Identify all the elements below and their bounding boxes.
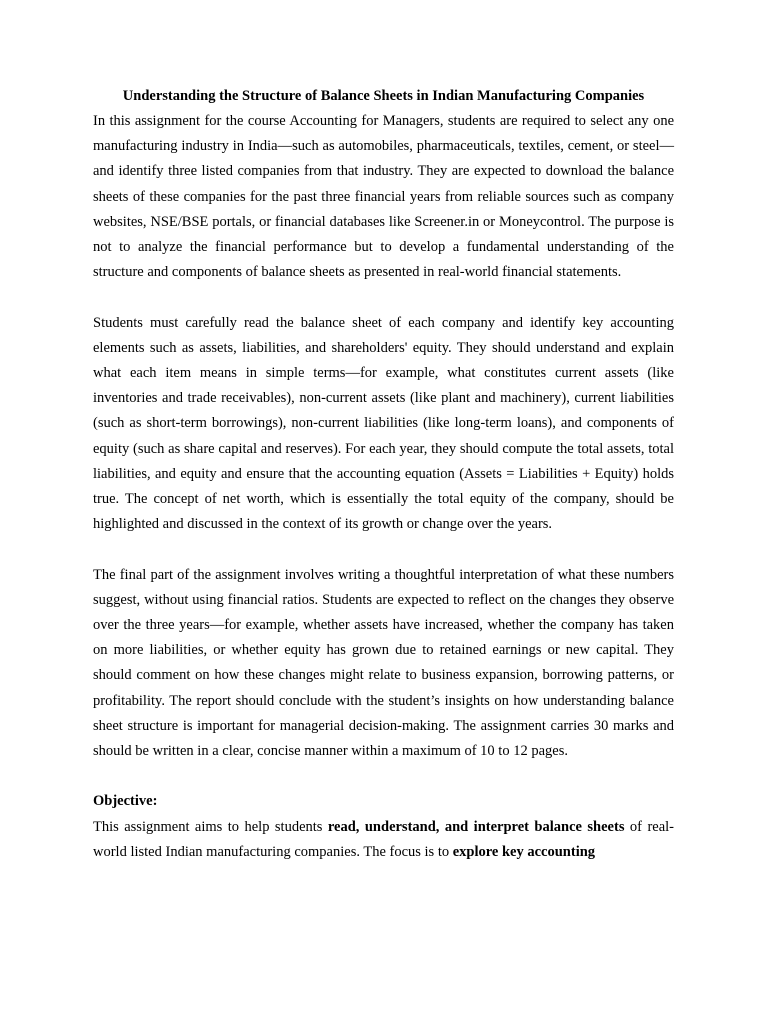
objective-text-2: of real-world listed Indian manufacturing companies. The focus is to [93,818,675,860]
document-title: Understanding the Structure of Balance Sheets in Indian Manufacturing Companies [122,88,645,104]
paragraph-interpretation: The final part of the assignment involves writing a thoughtful interpretation of what these numbers suggest, without using financial ratios. Students are expected to reflect on the changes they observe over the three years—for example, whether assets have increased, whether the company has taken on more liabilities, or whether equity has grown due to retained earnings or new capital. They should comment on how these changes might relate to business expansion, borrowing patterns, or profitability. The report should conclude with the student’s insights on how understanding balance sheet structure is important for managerial decision-making. The assignment carries 30 marks and should be written in a clear, concise manner within a maximum of 10 to 12 pages. [93,566,674,760]
objective-paragraph [93,815,674,865]
paragraph-balance-sheet-elements: Students must carefully read the balance sheet of each company and identify key accounting elements such as assets, liabilities, and shareholders' equity. They should understand and explain what each item means in simple terms—for example, what constitutes current assets (like inventories and trade receivables), non-current assets (like plant and machinery), current liabilities (such as short-term borrowings), non-current liabilities (like long-term loans), and components of equity (such as share capital and reserves). For each year, they should compute the total assets, total liabilities, and equity and ensure that the accounting equation (Assets = Liabilities + Equity) holds true. The concept of net worth, which is essentially the total equity of the company, should be highlighted and discussed in the context of its growth or change over the years. [93,314,674,533]
paragraph-spacer [93,537,674,562]
objective-text-1: This assignment aims to help students [93,818,328,835]
objective-bold-2: explore key accounting [452,843,596,860]
objective-heading: Objective: [93,793,158,810]
document-page [93,84,674,865]
paragraph-intro: In this assignment for the course Accounting for Managers, students are required to select any one manufacturing industry in India—such as automobiles, pharmaceuticals, textiles, cement, or steel—and identify three listed companies from that industry. They are expected to download the balance sheets of these companies for the past three financial years from reliable sources such as company websites, NSE/BSE portals, or financial databases like Screener.in or Moneycontrol. The purpose is not to analyze the financial performance but to develop a fundamental understanding of the structure and components of balance sheets as presented in real-world financial statements. [93,113,674,281]
paragraph-spacer [93,285,674,310]
paragraph-spacer [93,764,674,789]
objective-bold-1: read, understand, and interpret balance sheets [327,818,625,835]
